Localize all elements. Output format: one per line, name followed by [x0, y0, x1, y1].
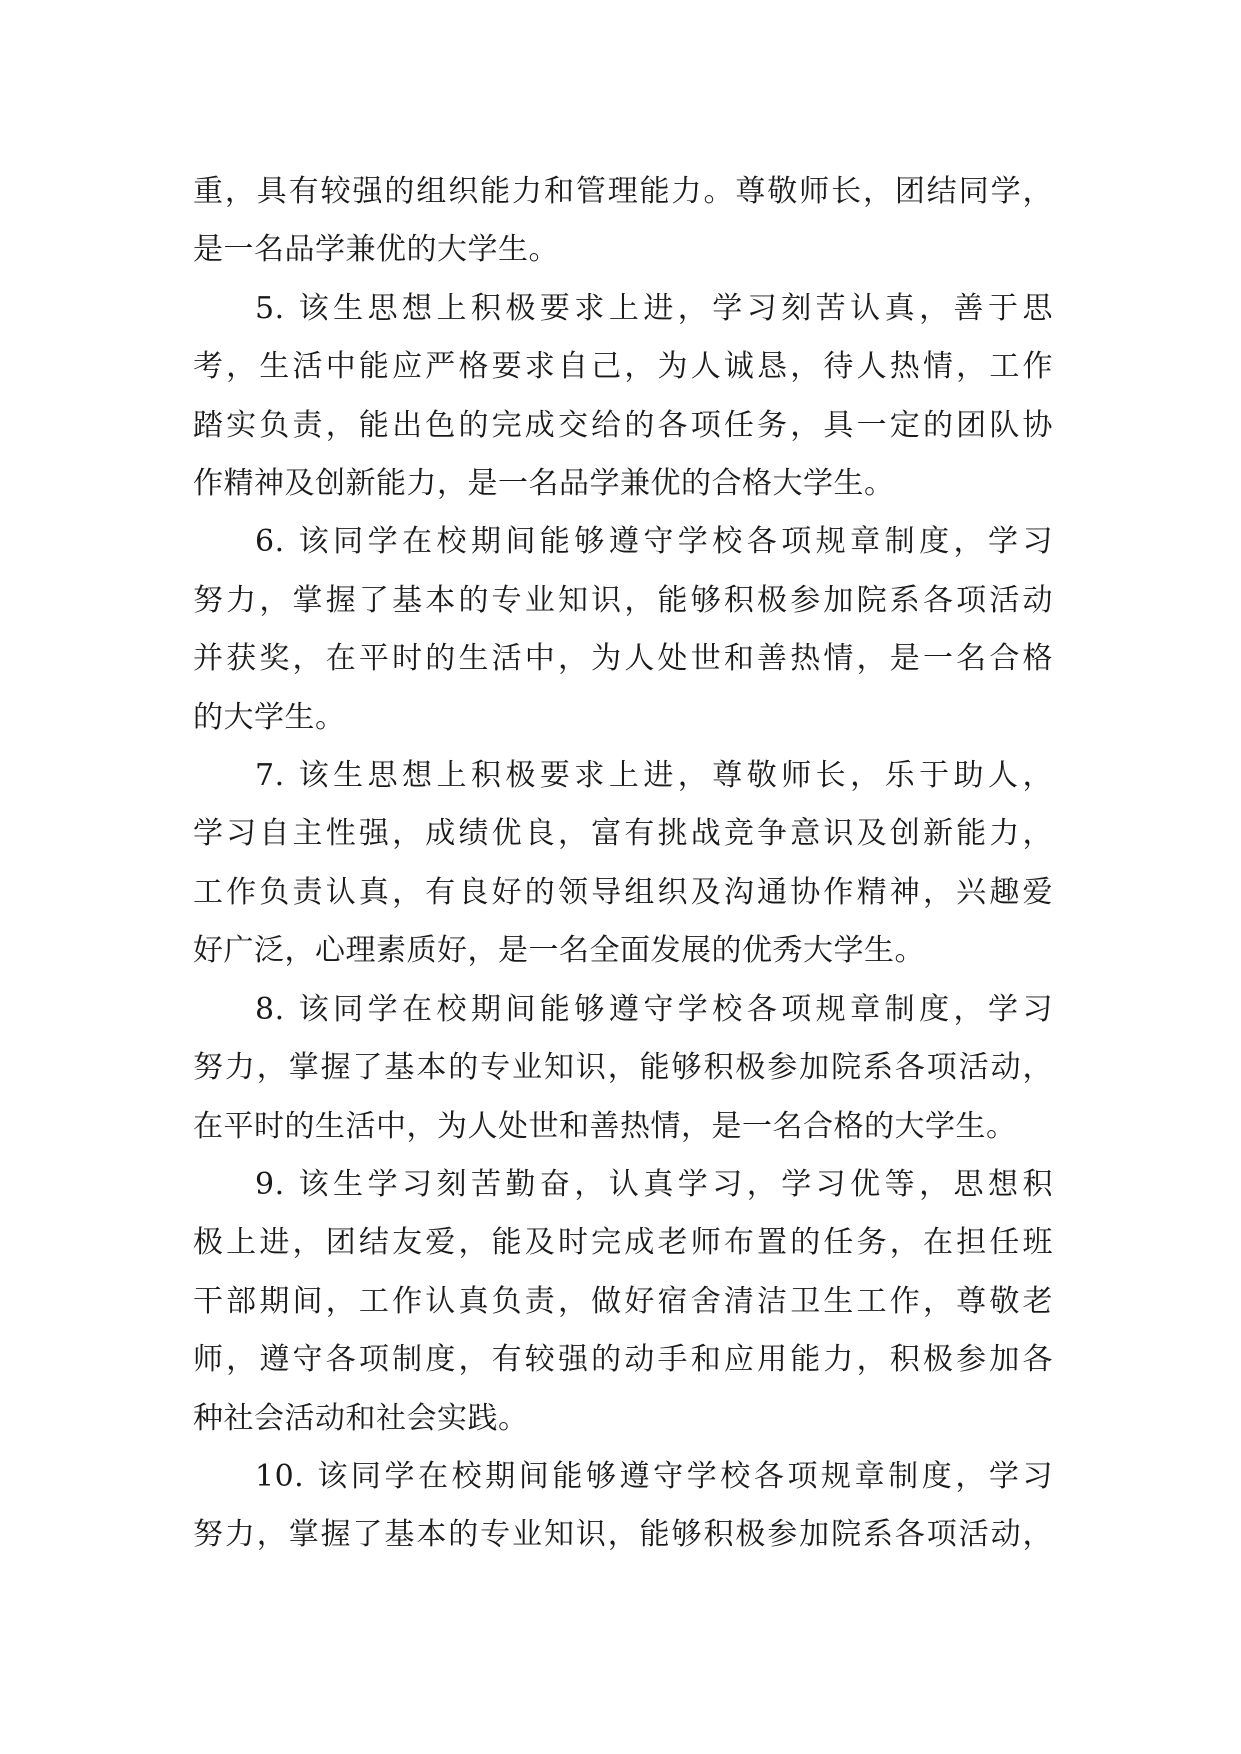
- document-body: [193, 163, 1053, 1565]
- paragraph-6-start: 6. 该同学在校期间能够遵守学校各项规章制度，学习: [255, 524, 1053, 560]
- text-line: 踏实负责，能出色的完成交给的各项任务，具一定的团队协: [193, 407, 1053, 443]
- text-line: 极上进，团结友爱，能及时完成老师布置的任务，在担任班: [193, 1225, 1053, 1261]
- text-line: 努力，掌握了基本的专业知识，能够积极参加院系各项活动，: [193, 1050, 1053, 1086]
- paragraph-8-start: 8. 该同学在校期间能够遵守学校各项规章制度，学习: [255, 991, 1053, 1027]
- text-line: 努力，掌握了基本的专业知识，能够积极参加院系各项活动: [193, 582, 1053, 618]
- text-line: 学习自主性强，成绩优良，富有挑战竞争意识及创新能力，: [193, 816, 1053, 852]
- text-line: 并获奖，在平时的生活中，为人处世和善热情，是一名合格: [193, 641, 1053, 677]
- text-line: 干部期间，工作认真负责，做好宿舍清洁卫生工作，尊敬老: [193, 1283, 1053, 1319]
- text-line: 重，具有较强的组织能力和管理能力。尊敬师长，团结同学，: [193, 174, 1053, 209]
- paragraph-10-start: 10. 该同学在校期间能够遵守学校各项规章制度，学习: [255, 1458, 1053, 1494]
- text-line: 努力，掌握了基本的专业知识，能够积极参加院系各项活动，: [193, 1517, 1053, 1553]
- text-line: 种社会活动和社会实践。: [193, 1400, 529, 1436]
- text-line: 是一名品学兼优的大学生。: [193, 232, 559, 268]
- text-line: 的大学生。: [193, 699, 346, 735]
- paragraph-7-start: 7. 该生思想上积极要求上进，尊敬师长，乐于助人，: [255, 758, 1053, 794]
- text-line: 工作负责认真，有良好的领导组织及沟通协作精神，兴趣爱: [193, 874, 1053, 910]
- paragraph-5-start: 5. 该生思想上积极要求上进，学习刻苦认真，善于思: [255, 290, 1053, 326]
- paragraph-9-start: 9. 该生学习刻苦勤奋，认真学习，学习优等，思想积: [255, 1166, 1053, 1202]
- text-line: 师，遵守各项制度，有较强的动手和应用能力，积极参加各: [193, 1342, 1053, 1378]
- text-line: 好广泛，心理素质好，是一名全面发展的优秀大学生。: [193, 933, 925, 969]
- text-line: 在平时的生活中，为人处世和善热情，是一名合格的大学生。: [193, 1108, 1017, 1144]
- text-line: 考，生活中能应严格要求自己，为人诚恳，待人热情，工作: [193, 349, 1053, 385]
- text-line: 作精神及创新能力，是一名品学兼优的合格大学生。: [193, 466, 895, 502]
